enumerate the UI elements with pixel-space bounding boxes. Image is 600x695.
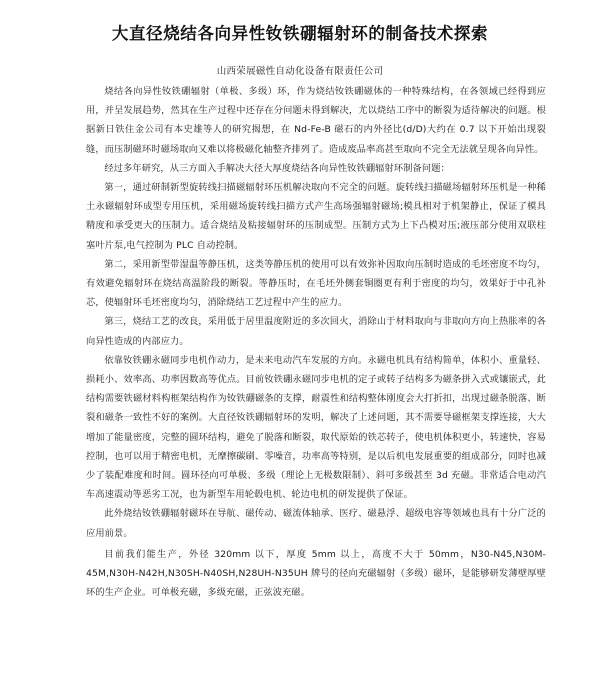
document-title: 大直径烧结各向异性钕铁硼辐射环的制备技术探索: [111, 24, 489, 43]
paragraph: 目前我们能生产，外径 320mm 以下，厚度 5mm 以上，高度不大于 50mm，N30-N45,N30M-45M,N30H-N42H,N30SH-N40SH,N28UH-N35UH 牌号的径向充磁辐射（多级）磁环，是能够研发薄壁厚壁环的生产企业。可单极充磁，多级充磁，正弦波充磁。: [86, 548, 546, 599]
paragraph: 第三，烧结工艺的改良，采用低于居里温度附近的多次回火，消除山于材料取向与非取向方向上热胀率的各向异性造成的内部应力。: [86, 316, 546, 347]
paragraph: 依靠钕铁硼永磁同步电机作动力，是未来电动汽车发展的方向。永磁电机具有结构简单，体积小、重量轻、损耗小、效率高、功率因数高等优点。目前钕铁硼永磁同步电机的定子或转子结构多为磁条拼入式或镶嵌式，此结构需要铁磁材料构框架结构作为钕铁硼磁条的支撑，耐震性和结构整体刚度会大打折扣，出现过磁条脱落、断裂和磁条一致性不好的案例。大直径钕铁硼辐射环的发明，解决了上述问题，其不需要导磁框架支撑连接，大大增加了能量密度，完整的圆环结构，避免了脱落和断裂，取代原始的铁芯转子，使电机体积更小，转速快，容易控制，也可以用于精密电机，无摩擦碳刷、零噪音，功率高等特别，是以后机电发展重要的组成部分，同时也减少了装配难度和时间。圆环径向可单极、多级（理论上无极数限制）、斜可多级甚至 3d 充磁。非常适合电动汽车高速震动等恶劣工况，也为新型车用轮毂电机、轮边电机的研发提供了保证。: [86, 354, 546, 501]
paragraph: 第二，采用新型带湿温等静压机，这类等静压机的使用可以有效弥补因取向压制时造成的毛坯密度不均匀，有效避免辐射环在烧结高温阶段的断裂。等静压时，在毛坯外侧套铜圈更有利于密度的均匀，效果好于中孔补芯，使辐射环毛坯密度均匀，消除烧结工艺过程中产生的应力。: [86, 258, 546, 309]
document-body: [86, 82, 546, 602]
paragraph: 第一，通过研制新型旋转线扫描磁辐射环压机解决取向不完全的问题。旋转线扫描磁场辐射环压机是一种稀土永磁辐射环成型专用压机，采用磁场旋转线扫描方式产生高场强辐射磁场;模具相对于机架静止，保证了模具精度和承受更大的压制力。适合烧结及粘接辐射环的压制成型。压制方式为上下凸模对压;液压部分使用双联柱塞叶片泵,电气控制为 PLC 自动控制。: [86, 182, 546, 251]
document-author: 山西荣展磁性自动化设备有限责任公司: [216, 66, 384, 77]
paragraph: 此外烧结钕铁硼辐射磁环在导航、磁传动、磁流体轴承、医疗、磁悬浮、超级电容等领域也具有十分广泛的应用前景。: [86, 508, 546, 539]
paragraph: 经过多年研究，从三方面入手解决大径大厚度烧结各向异性钕铁硼辐射环制备问题：: [104, 162, 450, 174]
paragraph: 烧结各向异性钕铁硼辐射（单极、多级）环，作为烧结钕铁硼磁体的一种特殊结构，在各领域已经得到应用，并呈发展趋势，然其在生产过程中还存在分问题未得到解决，尤以烧结工序中的断裂为适待解决的问题。根据新日铁住金公司有本史雄等人的研究揭想，在 Nd-Fe-B 磁石的内外径比(d/D)大约在 0.7 以下开始出现裂缝，而压制磁环时磁场取向又难以将极磁化轴整齐排列了。造成废品率高甚至取向不完全无法就呈现各向异性。: [86, 86, 546, 155]
